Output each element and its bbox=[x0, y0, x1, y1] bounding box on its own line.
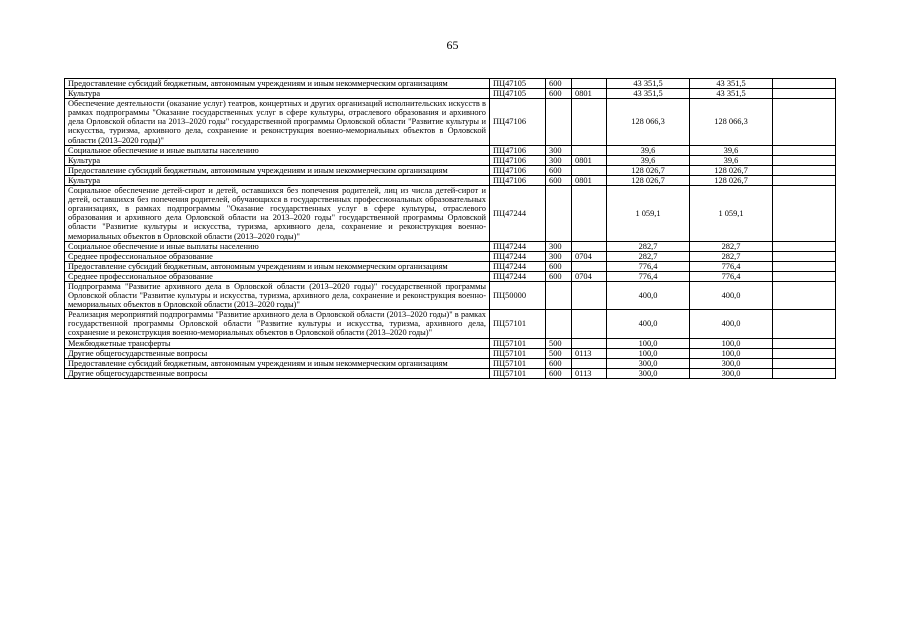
cell-amount-2: 776,4 bbox=[690, 261, 773, 271]
cell-amount-2: 128 066,3 bbox=[690, 99, 773, 145]
cell-description: Предоставление субсидий бюджетным, автономным учреждениям и иным некоммерческим организациям bbox=[65, 261, 490, 271]
cell-section-code: 0704 bbox=[572, 271, 607, 281]
cell-amount-3 bbox=[773, 251, 836, 261]
cell-section-code: 0801 bbox=[572, 89, 607, 99]
cell-amount-2: 1 059,1 bbox=[690, 186, 773, 242]
cell-expense-type: 500 bbox=[546, 348, 572, 358]
cell-target-code: ПЦ57101 bbox=[490, 310, 546, 338]
cell-amount-3 bbox=[773, 368, 836, 378]
cell-target-code: ПЦ47106 bbox=[490, 99, 546, 145]
cell-amount-2: 100,0 bbox=[690, 338, 773, 348]
cell-description: Предоставление субсидий бюджетным, автономным учреждениям и иным некоммерческим организациям bbox=[65, 165, 490, 175]
cell-section-code bbox=[572, 79, 607, 89]
table-row bbox=[65, 241, 836, 251]
cell-amount-2: 300,0 bbox=[690, 368, 773, 378]
cell-target-code: ПЦ47244 bbox=[490, 251, 546, 261]
cell-description: Межбюджетные трансферты bbox=[65, 338, 490, 348]
cell-amount-1: 300,0 bbox=[607, 368, 690, 378]
cell-section-code bbox=[572, 165, 607, 175]
cell-amount-1: 39,6 bbox=[607, 145, 690, 155]
cell-amount-2: 400,0 bbox=[690, 281, 773, 309]
cell-amount-1: 128 066,3 bbox=[607, 99, 690, 145]
cell-target-code: ПЦ47106 bbox=[490, 145, 546, 155]
table-row bbox=[65, 271, 836, 281]
cell-amount-3 bbox=[773, 261, 836, 271]
cell-amount-3 bbox=[773, 241, 836, 251]
cell-amount-3 bbox=[773, 89, 836, 99]
table-row bbox=[65, 155, 836, 165]
cell-section-code bbox=[572, 99, 607, 145]
table-row bbox=[65, 338, 836, 348]
cell-amount-3 bbox=[773, 99, 836, 145]
cell-amount-1: 43 351,5 bbox=[607, 89, 690, 99]
cell-description: Подпрограмма "Развитие архивного дела в Орловской области (2013–2020 годы)" государственной программы Орловской области "Развитие культуры и искусства, туризма, архивного дела, сохранение и реконструкция военно-мемориальных объектов в Орловской области (2013–2020 годы)" bbox=[65, 281, 490, 309]
cell-target-code: ПЦ57101 bbox=[490, 368, 546, 378]
cell-expense-type: 300 bbox=[546, 155, 572, 165]
cell-target-code: ПЦ47105 bbox=[490, 89, 546, 99]
cell-expense-type: 500 bbox=[546, 338, 572, 348]
table-body bbox=[65, 79, 836, 379]
cell-amount-3 bbox=[773, 145, 836, 155]
cell-amount-2: 400,0 bbox=[690, 310, 773, 338]
page-number: 65 bbox=[446, 38, 459, 52]
cell-section-code: 0801 bbox=[572, 175, 607, 185]
cell-amount-3 bbox=[773, 338, 836, 348]
cell-target-code: ПЦ47244 bbox=[490, 186, 546, 242]
table-row bbox=[65, 281, 836, 309]
cell-amount-1: 128 026,7 bbox=[607, 165, 690, 175]
cell-amount-1: 776,4 bbox=[607, 271, 690, 281]
cell-target-code: ПЦ47106 bbox=[490, 175, 546, 185]
table-row bbox=[65, 251, 836, 261]
cell-description: Обеспечение деятельности (оказание услуг) театров, концертных и других организаций исполнительских искусств в рамках подпрограммы "Оказание государственных услуг в сфере культуры, отраслевого образования и архивного дела Орловской области на 2013–2020 годы" государственной программы Орловской области "Развитие культуры и искусства, туризма, архивного дела, сохранение и реконструкция военно-мемориальных объектов в Орловской области (2013–2020 годы)" bbox=[65, 99, 490, 145]
cell-amount-3 bbox=[773, 165, 836, 175]
cell-amount-2: 39,6 bbox=[690, 145, 773, 155]
cell-target-code: ПЦ50000 bbox=[490, 281, 546, 309]
cell-amount-1: 400,0 bbox=[607, 310, 690, 338]
cell-section-code: 0113 bbox=[572, 368, 607, 378]
cell-expense-type: 600 bbox=[546, 368, 572, 378]
cell-amount-1: 400,0 bbox=[607, 281, 690, 309]
cell-amount-2: 43 351,5 bbox=[690, 89, 773, 99]
cell-description: Среднее профессиональное образование bbox=[65, 271, 490, 281]
cell-amount-2: 282,7 bbox=[690, 241, 773, 251]
cell-section-code bbox=[572, 358, 607, 368]
cell-expense-type: 300 bbox=[546, 251, 572, 261]
cell-amount-2: 300,0 bbox=[690, 358, 773, 368]
table-row bbox=[65, 165, 836, 175]
cell-section-code: 0113 bbox=[572, 348, 607, 358]
cell-description: Среднее профессиональное образование bbox=[65, 251, 490, 261]
cell-expense-type: 600 bbox=[546, 89, 572, 99]
cell-target-code: ПЦ47244 bbox=[490, 261, 546, 271]
table-row bbox=[65, 145, 836, 155]
budget-table bbox=[64, 78, 836, 379]
cell-amount-2: 776,4 bbox=[690, 271, 773, 281]
cell-expense-type bbox=[546, 186, 572, 242]
cell-amount-1: 43 351,5 bbox=[607, 79, 690, 89]
cell-section-code bbox=[572, 186, 607, 242]
cell-target-code: ПЦ47106 bbox=[490, 165, 546, 175]
table-row bbox=[65, 99, 836, 145]
cell-description: Культура bbox=[65, 89, 490, 99]
cell-expense-type: 300 bbox=[546, 145, 572, 155]
cell-description: Культура bbox=[65, 155, 490, 165]
cell-amount-3 bbox=[773, 186, 836, 242]
cell-amount-1: 128 026,7 bbox=[607, 175, 690, 185]
cell-target-code: ПЦ57101 bbox=[490, 358, 546, 368]
cell-section-code bbox=[572, 281, 607, 309]
table-row bbox=[65, 175, 836, 185]
table-row bbox=[65, 186, 836, 242]
table-row bbox=[65, 368, 836, 378]
cell-amount-1: 300,0 bbox=[607, 358, 690, 368]
cell-amount-3 bbox=[773, 175, 836, 185]
cell-description: Культура bbox=[65, 175, 490, 185]
cell-amount-3 bbox=[773, 155, 836, 165]
cell-amount-2: 43 351,5 bbox=[690, 79, 773, 89]
table-row bbox=[65, 348, 836, 358]
cell-amount-3 bbox=[773, 310, 836, 338]
cell-section-code bbox=[572, 241, 607, 251]
cell-section-code: 0801 bbox=[572, 155, 607, 165]
cell-amount-2: 128 026,7 bbox=[690, 165, 773, 175]
cell-section-code bbox=[572, 338, 607, 348]
cell-expense-type: 600 bbox=[546, 165, 572, 175]
cell-description: Другие общегосударственные вопросы bbox=[65, 348, 490, 358]
table-row bbox=[65, 310, 836, 338]
cell-amount-1: 282,7 bbox=[607, 241, 690, 251]
cell-section-code bbox=[572, 145, 607, 155]
cell-expense-type bbox=[546, 310, 572, 338]
cell-amount-1: 776,4 bbox=[607, 261, 690, 271]
cell-amount-1: 282,7 bbox=[607, 251, 690, 261]
cell-amount-2: 128 026,7 bbox=[690, 175, 773, 185]
cell-expense-type: 600 bbox=[546, 261, 572, 271]
cell-expense-type bbox=[546, 99, 572, 145]
cell-amount-3 bbox=[773, 281, 836, 309]
cell-amount-1: 100,0 bbox=[607, 348, 690, 358]
cell-section-code: 0704 bbox=[572, 251, 607, 261]
cell-section-code bbox=[572, 310, 607, 338]
cell-description: Предоставление субсидий бюджетным, автономным учреждениям и иным некоммерческим организациям bbox=[65, 79, 490, 89]
cell-description: Социальное обеспечение детей-сирот и детей, оставшихся без попечения родителей, лиц из числа детей-сирот и детей, оставшихся без попечения родителей, обучающихся в государственных профессиональных образовательных организациях, в рамках подпрограммы "Оказание государственных услуг в сфере культуры, отраслевого образования и архивного дела Орловской области на 2013–2020 годы" государственной программы Орловской области "Развитие культуры и искусства, туризма, архивного дела, сохранение и реконструкция военно-мемориальных объектов в Орловской области (2013–2020 годы)" bbox=[65, 186, 490, 242]
cell-description: Реализация мероприятий подпрограммы "Развитие архивного дела в Орловской области (2013–2020 годы)" в рамках государственной программы Орловской области "Развитие культуры и искусства, туризма, архивного дела, сохранение и реконструкция военно-мемориальных объектов в Орловской области (2013–2020 годы)" bbox=[65, 310, 490, 338]
table-row bbox=[65, 261, 836, 271]
cell-target-code: ПЦ57101 bbox=[490, 338, 546, 348]
table-row bbox=[65, 358, 836, 368]
cell-amount-1: 100,0 bbox=[607, 338, 690, 348]
table-row bbox=[65, 89, 836, 99]
cell-amount-3 bbox=[773, 348, 836, 358]
cell-amount-2: 100,0 bbox=[690, 348, 773, 358]
cell-amount-3 bbox=[773, 358, 836, 368]
cell-amount-1: 1 059,1 bbox=[607, 186, 690, 242]
cell-expense-type: 600 bbox=[546, 175, 572, 185]
cell-expense-type: 600 bbox=[546, 79, 572, 89]
cell-target-code: ПЦ47106 bbox=[490, 155, 546, 165]
cell-description: Предоставление субсидий бюджетным, автономным учреждениям и иным некоммерческим организациям bbox=[65, 358, 490, 368]
cell-description: Другие общегосударственные вопросы bbox=[65, 368, 490, 378]
cell-expense-type: 300 bbox=[546, 241, 572, 251]
cell-amount-3 bbox=[773, 79, 836, 89]
cell-expense-type: 600 bbox=[546, 358, 572, 368]
cell-description: Социальное обеспечение и иные выплаты населению bbox=[65, 145, 490, 155]
cell-target-code: ПЦ47244 bbox=[490, 241, 546, 251]
cell-expense-type: 600 bbox=[546, 271, 572, 281]
cell-target-code: ПЦ57101 bbox=[490, 348, 546, 358]
cell-amount-1: 39,6 bbox=[607, 155, 690, 165]
table-row bbox=[65, 79, 836, 89]
cell-amount-2: 282,7 bbox=[690, 251, 773, 261]
cell-target-code: ПЦ47244 bbox=[490, 271, 546, 281]
cell-amount-2: 39,6 bbox=[690, 155, 773, 165]
cell-description: Социальное обеспечение и иные выплаты населению bbox=[65, 241, 490, 251]
cell-target-code: ПЦ47105 bbox=[490, 79, 546, 89]
cell-amount-3 bbox=[773, 271, 836, 281]
cell-section-code bbox=[572, 261, 607, 271]
cell-expense-type bbox=[546, 281, 572, 309]
